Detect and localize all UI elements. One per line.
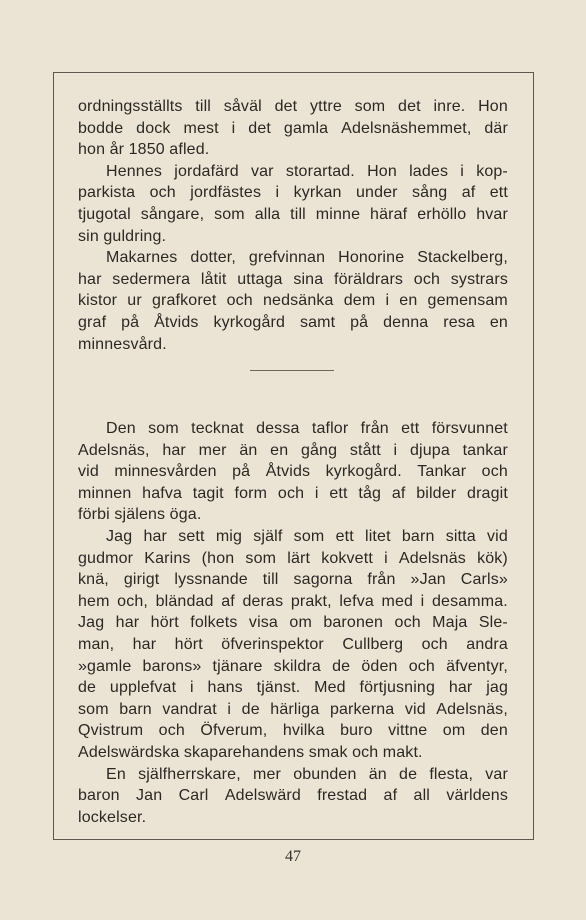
- text-line: gudmor Karins (hon som lärt kokvett i Adelsnäs kök): [78, 549, 508, 567]
- text-line: kistor ur grafkoret och nedsänka dem i en gemensam: [78, 292, 508, 310]
- paragraph-6: [78, 764, 508, 829]
- text-line: de upplefvat i hans tjänst. Med förtjusning har jag: [78, 679, 508, 697]
- text-line: minnesvård.: [78, 335, 167, 353]
- paragraph-2: [78, 161, 508, 247]
- text-line: parkista och jordfästes i kyrkan under sång af ett: [78, 184, 508, 202]
- section-divider: [250, 370, 334, 371]
- text-line: »gamle barons» tjänare skildra de öden och äfventyr,: [78, 657, 508, 675]
- paragraph-3: [78, 247, 508, 355]
- text-line: man, har hört öfverinspektor Cullberg och andra: [78, 635, 508, 653]
- text-line: sin guldring.: [78, 227, 167, 245]
- upper-text-block: [78, 96, 508, 355]
- text-line: Adelswärdska skaparehandens smak och makt.: [78, 743, 423, 761]
- text-line: baron Jan Carl Adelswärd frestad af all världens: [78, 787, 508, 805]
- text-line: tjugotal sångare, som alla till minne häraf erhöllo hvar: [78, 205, 508, 223]
- text-line: ordningsställts till såväl det yttre som det inre. Hon: [78, 98, 508, 115]
- text-line: En själfherrskare, mer obunden än de flesta, var: [106, 765, 508, 783]
- text-line: Makarnes dotter, grefvinnan Honorine Stackelberg,: [106, 249, 508, 267]
- text-line: har sedermera låtit uttaga sina föräldrars och systrars: [78, 270, 508, 288]
- page-number: 47: [285, 848, 301, 865]
- text-line: hem och, bländad af deras prakt, lefva med i desamma.: [78, 592, 508, 610]
- text-line: bodde dock mest i det gamla Adelsnäshemmet, där: [78, 119, 508, 137]
- text-line: knä, girigt lyssnande till sagorna från »Jan Carls»: [78, 571, 508, 589]
- lower-text-block: [78, 418, 508, 828]
- text-line: Den som tecknat dessa taflor från ett försvunnet: [106, 420, 508, 437]
- text-line: Adelsnäs, har mer än en gång stått i djupa tankar: [78, 441, 508, 459]
- text-line: Jag har sett mig själf som ett litet barn sitta vid: [106, 527, 508, 545]
- text-line: graf på Åtvids kyrkogård samt på denna resa en: [78, 313, 508, 331]
- text-line: förbi själens öga.: [78, 506, 202, 524]
- text-line: Qvistrum och Öfverum, hvilka buro vittne om den: [78, 722, 508, 740]
- text-line: hon år 1850 afled.: [78, 141, 210, 159]
- paragraph-4: [78, 418, 508, 526]
- text-line: minnen hafva tagit form och i ett tåg af bilder dragit: [78, 484, 508, 502]
- text-line: som barn vandrat i de härliga parkerna vid Adelsnäs,: [78, 700, 508, 718]
- text-line: Jag har hört folkets visa om baronen och Maja Sle-: [78, 614, 508, 632]
- paragraph-5: [78, 526, 508, 764]
- text-line: lockelser.: [78, 808, 147, 826]
- text-line: vid minnesvården på Åtvids kyrkogård. Tankar och: [78, 463, 508, 481]
- text-line: Hennes jordafärd var storartad. Hon lades i kop-: [106, 162, 508, 180]
- paragraph-1: [78, 96, 508, 161]
